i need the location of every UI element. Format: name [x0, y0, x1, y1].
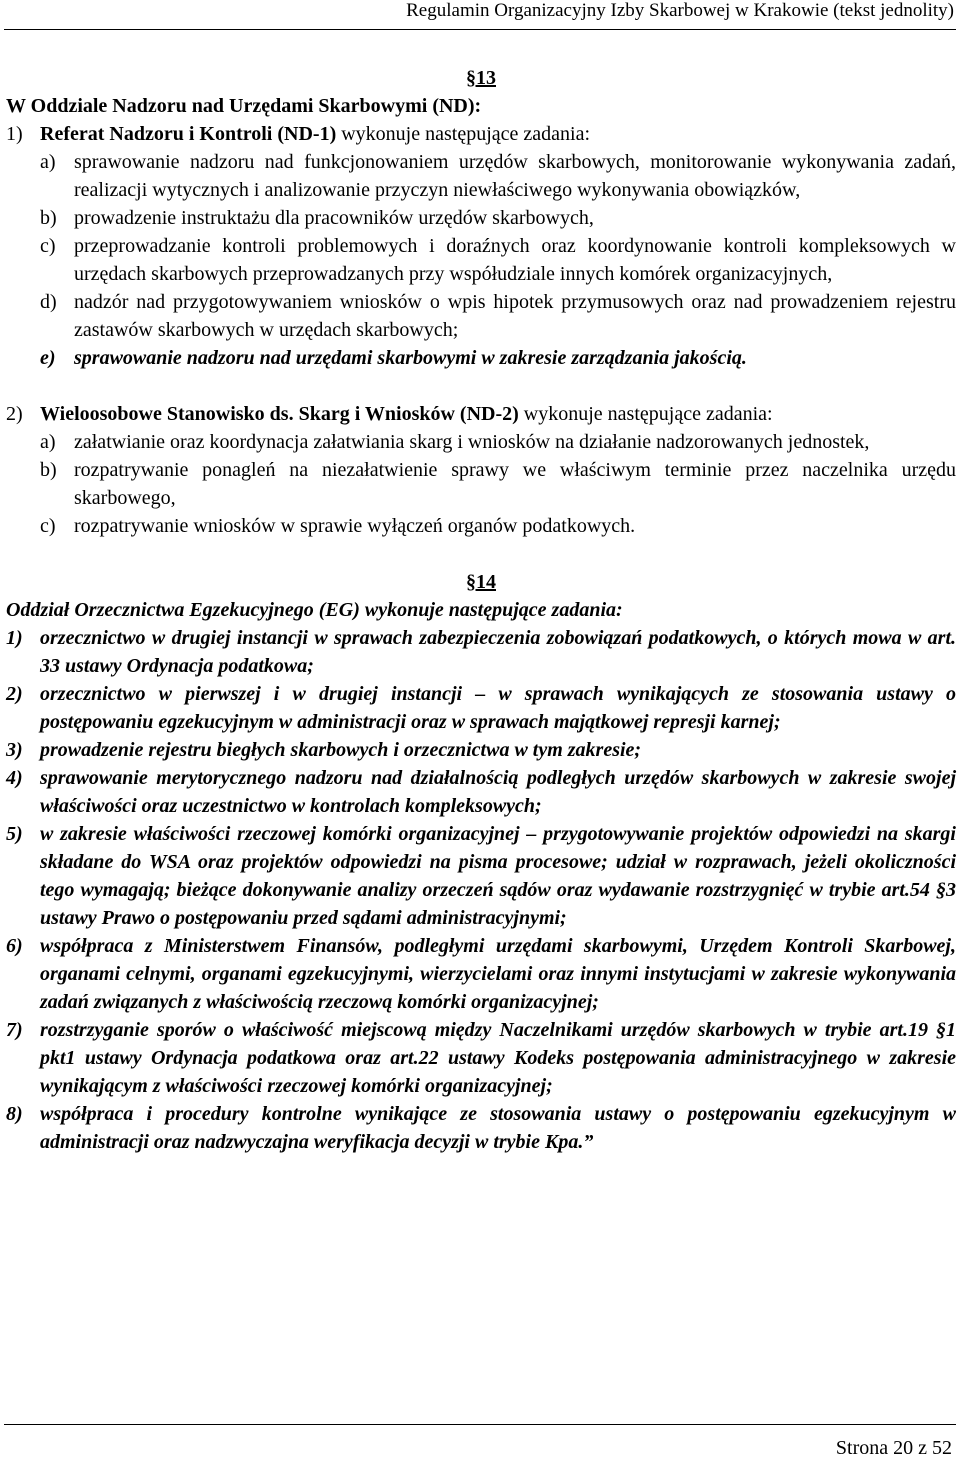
item-text: prowadzenie rejestru biegłych skarbowych i orzecznictwa w tym zakresie; [40, 739, 642, 761]
list-item [6, 932, 956, 1016]
item-text: rozpatrywanie ponagleń na niezałatwienie sprawy we właściwym terminie przez naczelnika urzędu skarbowego, [74, 459, 956, 509]
spacer [6, 540, 956, 568]
item-title: Wieloosobowe Stanowisko ds. Skarg i Wniosków (ND-2) wykonuje następujące zadania: [40, 403, 773, 425]
list-item [6, 820, 956, 932]
item-number: 2) [6, 403, 23, 425]
list-item [6, 624, 956, 680]
sublist-item [40, 288, 956, 344]
list-item [6, 1016, 956, 1100]
sublist-item [40, 232, 956, 288]
sublist-item [40, 148, 956, 204]
item-letter: c) [40, 235, 56, 257]
section-heading-text: §14 [466, 571, 496, 593]
sublist-item [40, 204, 956, 232]
document-body [6, 64, 956, 1156]
header-divider [4, 29, 956, 30]
spacer [6, 372, 956, 400]
item-number: 8) [6, 1103, 23, 1125]
item-text: nadzór nad przygotowywaniem wniosków o wpis hipotek przymusowych oraz nad prowadzeniem rejestru zastawów skarbowych w urzędach skarbowych; [74, 291, 956, 341]
list-item [6, 736, 956, 764]
section-intro: W Oddziale Nadzoru nad Urzędami Skarbowymi (ND): [6, 95, 482, 117]
section-intro: Oddział Orzecznictwa Egzekucyjnego (EG) wykonuje następujące zadania: [6, 599, 623, 621]
item-title: Referat Nadzoru i Kontroli (ND-1) wykonuje następujące zadania: [40, 123, 591, 145]
item-number: 1) [6, 123, 23, 145]
item-number: 4) [6, 767, 23, 789]
item-text: sprawowanie nadzoru nad urzędami skarbowymi w zakresie zarządzania jakością. [74, 347, 747, 369]
item-number: 2) [6, 683, 23, 705]
list-item [6, 120, 956, 148]
running-header: Regulamin Organizacyjny Izby Skarbowej w Krakowie (tekst jednolity) [406, 0, 954, 21]
item-letter: b) [40, 207, 57, 229]
item-letter: d) [40, 291, 57, 313]
item-letter: e) [40, 347, 56, 369]
item-letter: c) [40, 515, 56, 537]
sublist [6, 148, 956, 372]
item-letter: a) [40, 431, 56, 453]
list-item [6, 1100, 956, 1156]
list-item [6, 764, 956, 820]
item-number: 1) [6, 627, 23, 649]
item-text: rozstrzyganie sporów o właściwość miejscową między Naczelnikami urzędów skarbowych w trybie art.19 §1 pkt1 ustawy Ordynacja podatkowa oraz art.22 ustawy Kodeks postępowania administracyjnego w zakresie wynikającym z właściwości rzeczowej komórki organizacyjnej; [40, 1019, 956, 1097]
item-text: rozpatrywanie wniosków w sprawie wyłączeń organów podatkowych. [74, 515, 636, 537]
sublist-item [40, 456, 956, 512]
sublist-item [40, 512, 956, 540]
footer-divider [4, 1424, 956, 1425]
item-text: orzecznictwo w drugiej instancji w sprawach zabezpieczenia zobowiązań podatkowych, o których mowa w art. 33 ustawy Ordynacja podatkowa; [40, 627, 956, 677]
page-number: Strona 20 z 52 [835, 1437, 952, 1459]
item-text: współpraca i procedury kontrolne wynikające ze stosowania ustawy o postępowaniu egzekucyjnym w administracji oraz nadzwyczajna weryfikacja decyzji w trybie Kpa.” [40, 1103, 956, 1153]
item-text: sprawowanie nadzoru nad funkcjonowaniem urzędów skarbowych, monitorowanie wykonywania zadań, realizacji wytycznych i analizowanie przyczyn niewłaściwego wykonywania obowiązków, [74, 151, 956, 201]
item-text: współpraca z Ministerstwem Finansów, podległymi urzędami skarbowymi, Urzędem Kontroli Skarbowej, organami celnymi, organami egzekucyjnymi, wierzycielami oraz innymi instytucjami w zakresie wykonywania zadań związanych z właściwością rzeczową komórki organizacyjnej; [40, 935, 956, 1013]
item-number: 3) [6, 739, 23, 761]
sublist-item [40, 428, 956, 456]
sublist [6, 428, 956, 540]
section-heading [6, 568, 956, 596]
item-letter: a) [40, 151, 56, 173]
section-13 [6, 64, 956, 540]
sublist-item [40, 344, 956, 372]
list-item [6, 400, 956, 428]
item-text: załatwianie oraz koordynacja załatwiania skarg i wniosków na działanie nadzorowanych jednostek, [74, 431, 870, 453]
item-text: sprawowanie merytorycznego nadzoru nad działalnością podległych urzędów skarbowych w zakresie swojej właściwości oraz uczestnictwo w kontrolach kompleksowych; [40, 767, 956, 817]
item-number: 6) [6, 935, 23, 957]
section-14 [6, 568, 956, 1156]
item-text: w zakresie właściwości rzeczowej komórki organizacyjnej – przygotowywanie projektów odpowiedzi na skargi składane do WSA oraz projektów odpowiedzi na pisma procesowe; udział w rozprawach, jeżeli okoliczności tego wymagają; bieżące dokonywanie analizy orzeczeń sądów oraz wydawanie rozstrzygnięć w trybie art.54 §3 ustawy Prawo o postępowaniu przed sądami administracyjnymi; [40, 823, 956, 929]
item-number: 5) [6, 823, 23, 845]
item-number: 7) [6, 1019, 23, 1041]
item-text: orzecznictwo w pierwszej i w drugiej instancji – w sprawach wynikających ze stosowania ustawy o postępowaniu egzekucyjnym w administracji oraz w sprawach majątkowej represji karnej; [40, 683, 956, 733]
item-text: prowadzenie instruktażu dla pracowników urzędów skarbowych, [74, 207, 594, 229]
item-text: przeprowadzanie kontroli problemowych i doraźnych oraz koordynowanie kontroli kompleksowych w urzędach skarbowych przeprowadzanych przy współudziale innych komórek organizacyjnych, [74, 235, 956, 285]
section-heading-text: §13 [466, 67, 496, 89]
section-heading [6, 64, 956, 92]
list-item [6, 680, 956, 736]
item-letter: b) [40, 459, 57, 481]
